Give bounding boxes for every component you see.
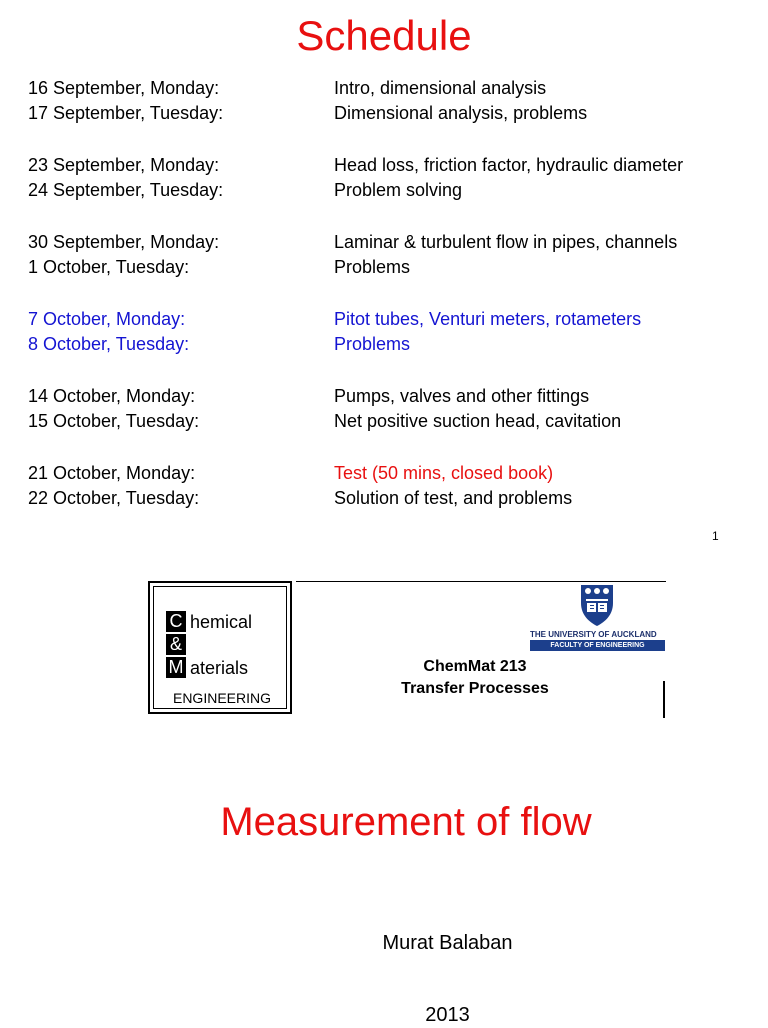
schedule-date: 15 October, Tuesday: xyxy=(28,411,200,431)
schedule-date: 8 October, Tuesday: xyxy=(28,334,190,354)
logo-letter-m: M xyxy=(166,657,186,678)
schedule-date: 17 September, Tuesday: xyxy=(28,103,224,123)
schedule-date: 30 September, Monday: xyxy=(28,232,220,252)
schedule-date: 21 October, Monday: xyxy=(28,463,196,483)
schedule-row xyxy=(0,332,768,356)
schedule-topic: Laminar & turbulent flow in pipes, channels xyxy=(334,232,678,252)
schedule-row xyxy=(0,409,768,433)
schedule-topic: Head loss, friction factor, hydraulic diameter xyxy=(334,155,684,175)
schedule-row xyxy=(0,461,768,485)
schedule-topic: Pitot tubes, Venturi meters, rotameters xyxy=(334,309,642,329)
logo-word-materials: aterials xyxy=(190,658,249,678)
schedule-topic: Problems xyxy=(334,257,411,277)
schedule-row xyxy=(0,230,768,254)
course-code: ChemMat 213 xyxy=(423,658,527,675)
header-divider xyxy=(663,681,665,718)
cm-engineering-logo xyxy=(148,581,292,714)
course-name: Transfer Processes xyxy=(401,680,549,697)
schedule-date: 24 September, Tuesday: xyxy=(28,180,224,200)
schedule-row xyxy=(0,101,768,125)
schedule-topic: Dimensional analysis, problems xyxy=(334,103,588,123)
schedule-date: 1 October, Tuesday: xyxy=(28,257,190,277)
logo-ampersand: & xyxy=(166,634,186,655)
logo-word-chemical: hemical xyxy=(190,612,253,632)
schedule-topic: Test (50 mins, closed book) xyxy=(334,463,554,483)
university-name: THE UNIVERSITY OF AUCKLAND xyxy=(530,630,657,639)
schedule-row xyxy=(0,76,768,100)
schedule-row xyxy=(0,153,768,177)
lecture-title: Measurement of flow xyxy=(220,800,592,844)
faculty-name: FACULTY OF ENGINEERING xyxy=(530,640,665,651)
schedule-date: 23 September, Monday: xyxy=(28,155,220,175)
schedule-row xyxy=(0,307,768,331)
schedule-topic: Problems xyxy=(334,334,411,354)
schedule-date: 7 October, Monday: xyxy=(28,309,186,329)
university-crest-icon xyxy=(578,581,616,627)
schedule-topic: Problem solving xyxy=(334,180,463,200)
schedule-topic: Pumps, valves and other fittings xyxy=(334,386,590,406)
schedule-date: 16 September, Monday: xyxy=(28,78,220,98)
schedule-row xyxy=(0,486,768,510)
course-header xyxy=(148,581,666,718)
author-name: Murat Balaban xyxy=(382,932,513,954)
lecture-year: 2013 xyxy=(425,1004,470,1026)
schedule-topic: Net positive suction head, cavitation xyxy=(334,411,622,431)
schedule-row xyxy=(0,178,768,202)
logo-letter-c: C xyxy=(166,611,186,632)
page-number: 1 xyxy=(712,529,719,543)
logo-frame xyxy=(153,586,287,709)
schedule-topic: Solution of test, and problems xyxy=(334,488,573,508)
logo-engineering: ENGINEERING xyxy=(172,690,271,706)
schedule-row xyxy=(0,384,768,408)
schedule-title: Schedule xyxy=(296,12,472,59)
schedule-topic: Intro, dimensional analysis xyxy=(334,78,547,98)
schedule-date: 22 October, Tuesday: xyxy=(28,488,200,508)
schedule-row xyxy=(0,255,768,279)
schedule-date: 14 October, Monday: xyxy=(28,386,196,406)
